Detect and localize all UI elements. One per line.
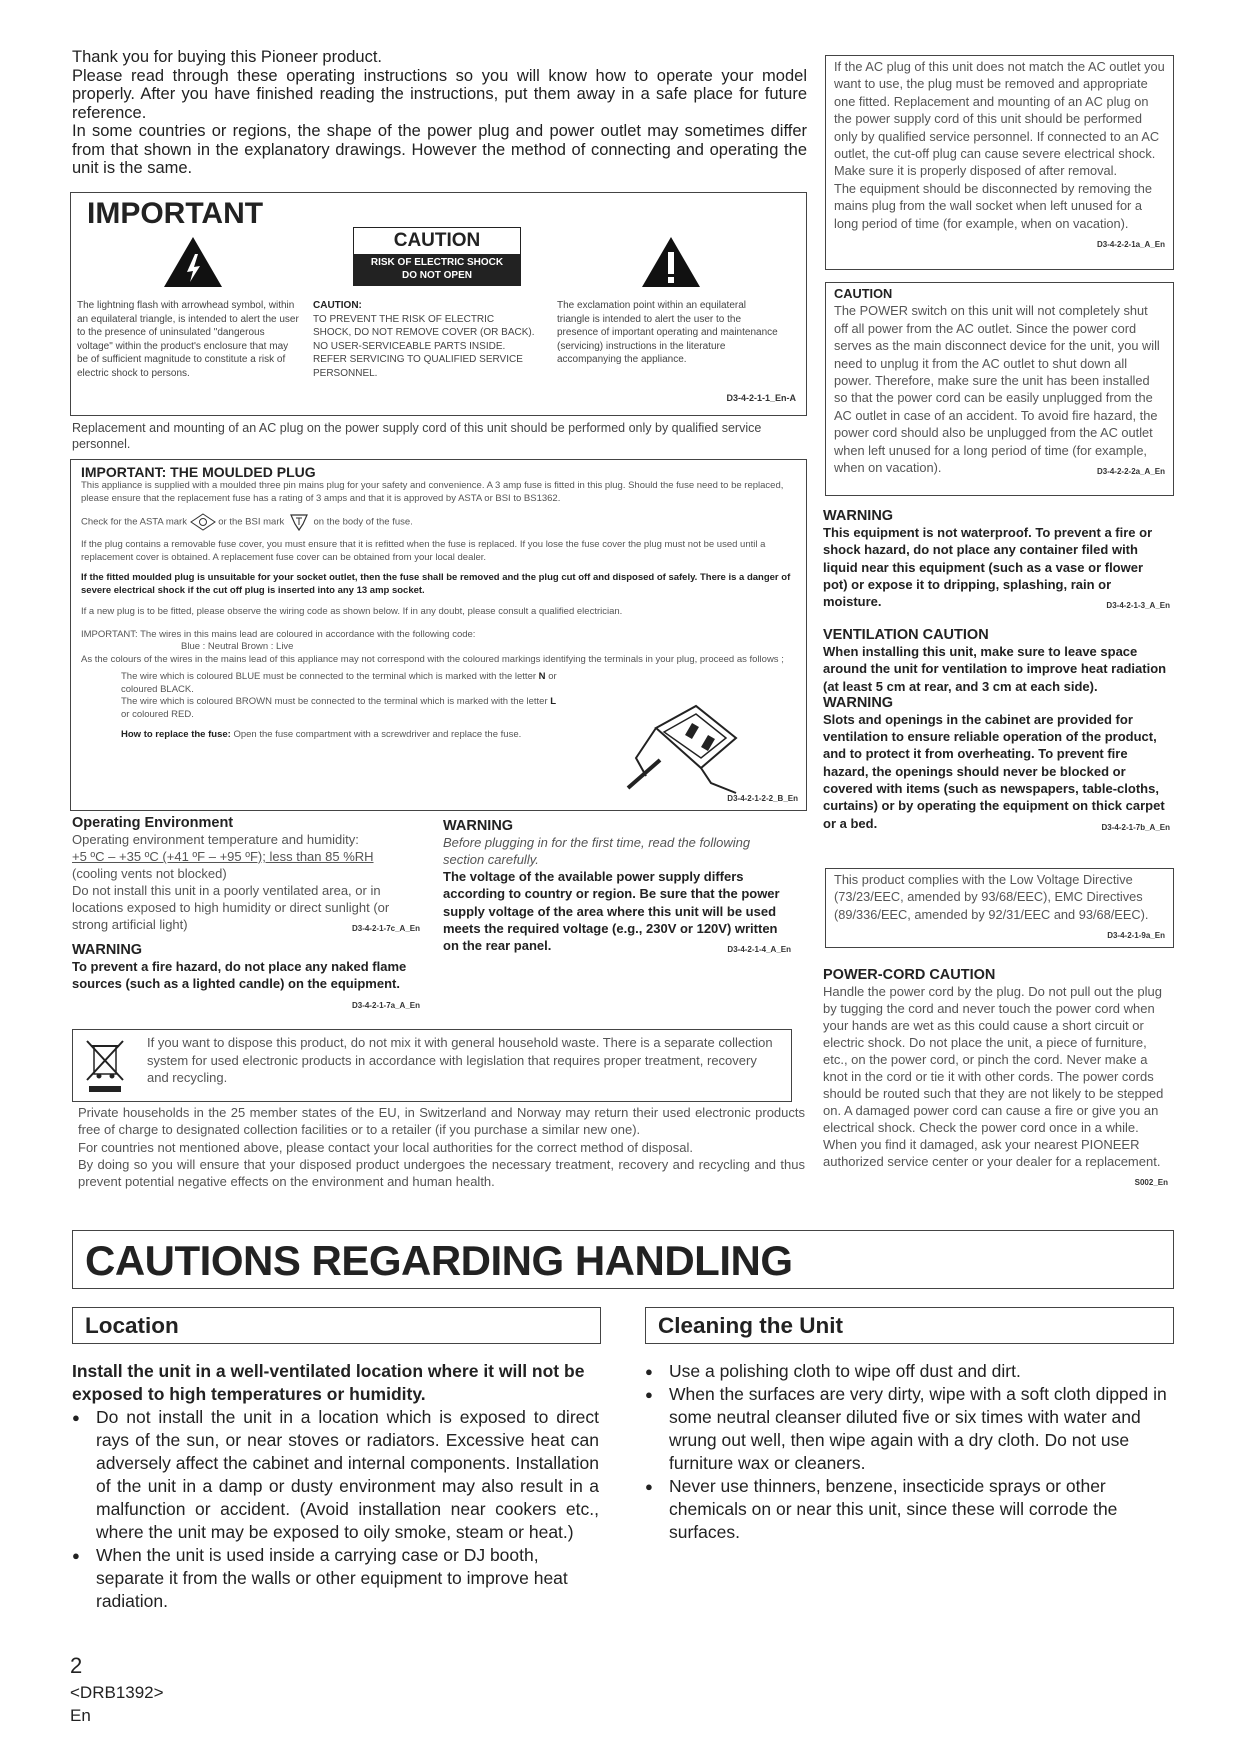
location-lead: Install the unit in a well-ventilated location where it will not be exposed to high temperatures or humidity.	[72, 1361, 585, 1404]
plug-p2c: on the body of the fuse.	[313, 516, 413, 528]
caution-label-sub	[354, 254, 520, 285]
warning-slots-text: Slots and openings in the cabinet are provided for ventilation to ensure reliable operation of the product, and to protect it from overheating. To prevent fire hazard, the openings should never be blocked or covered with items (such as newspapers, table-cloths, curtains) or by operating the equipment on thick carpet or a bed.	[823, 711, 1165, 831]
handling-title: CAUTIONS REGARDING HANDLING	[85, 1237, 793, 1284]
plug-p2a: Check for the ASTA mark	[81, 516, 187, 528]
private-p3: By doing so you will ensure that your disposed product undergoes the necessary treatment, recovery and recycling and thus prevent potential negative effects on the environment and human health.	[78, 1156, 805, 1190]
ventilation-text: When installing this unit, make sure to leave space around the unit for ventilation to improve heat radiation (at least 5 cm at rear, and 3 cm at each side).	[823, 644, 1167, 694]
warning-water-title: WARNING	[823, 508, 894, 524]
uk-plug-illustration-icon	[626, 698, 746, 798]
plug-wire-colours: Blue : Neutral Brown : Live	[181, 641, 294, 652]
cleaning-title: Cleaning the Unit	[658, 1313, 843, 1338]
op-env-l1: Operating environment temperature and humidity:	[72, 832, 359, 847]
location-title: Location	[85, 1313, 179, 1338]
bsi-kitemark-icon	[287, 512, 311, 532]
private-p2: For countries not mentioned above, please contact your local authorities for the correct method of disposal.	[78, 1139, 693, 1155]
lvd-code: D3-4-2-1-9a_En	[1107, 931, 1165, 941]
cleaning-title-box	[645, 1307, 1174, 1344]
caution-power-box	[825, 282, 1174, 496]
crossed-bin-icon	[85, 1038, 125, 1094]
plug-w2b: or coloured RED.	[121, 708, 194, 720]
operating-environment	[72, 815, 420, 937]
warning-flame-code: D3-4-2-1-7a_A_En	[351, 1000, 420, 1010]
ventilation-caution	[823, 627, 1170, 836]
power-cord-code: S002_En	[1134, 1178, 1168, 1187]
acplug-box	[825, 55, 1174, 270]
intro-line-1: Thank you for buying this Pioneer product.	[72, 48, 383, 66]
ventilation-title: VENTILATION CAUTION	[823, 627, 989, 643]
important-title: IMPORTANT	[87, 197, 264, 230]
replacement-note: Replacement and mounting of an AC plug on the power supply cord of this unit should be performed only by qualified service personnel.	[72, 421, 762, 451]
cleaning-bullet-3: ● Never use thinners, benzene, insecticide sprays or other chemicals on or near this unit, since these will corrode the surfaces.	[645, 1475, 1172, 1544]
acplug-text-2	[834, 180, 1165, 250]
plug-code: D3-4-2-1-2-2_B_En	[727, 794, 798, 803]
weee-text: If you want to dispose this product, do not mix it with general household waste. There is a separate collection system for used electronic products in accordance with legislation that requires proper treatment, recovery and recycling.	[147, 1035, 773, 1085]
important-box	[70, 192, 807, 416]
handling-title-box	[72, 1230, 1174, 1289]
caution-power-body	[834, 302, 1165, 476]
warning-slots-title: WARNING	[823, 694, 894, 711]
plug-w1a: The wire which is coloured BLUE must be connected to the terminal which is marked with the letter	[121, 671, 537, 682]
caution-explanation	[313, 299, 535, 380]
intro-text	[72, 48, 807, 178]
warning-water-text: This equipment is not waterproof. To prevent a fire or shock hazard, do not place any container filed with liquid near this equipment (such as a vase or flower pot) or expose it to dripping, splashing, rain or moisture.	[823, 525, 1153, 610]
caution-label-title: CAUTION	[393, 230, 481, 251]
intro-line-3: In some countries or regions, the shape of the power plug and power outlet may sometimes differ from that shown in the explanatory drawings. However the method of connecting and operating the unit is the same.	[72, 122, 807, 177]
plug-letter-l: L	[550, 696, 557, 707]
language-code: En	[70, 1706, 91, 1725]
power-cord-title: POWER-CORD CAUTION	[823, 967, 996, 983]
asta-mark-icon	[190, 513, 216, 531]
exclamation-explanation: The exclamation point within an equilateral triangle is intended to alert the user to the presence of important operating and maintenance (servicing) instructions in the literature accompanying the appliance.	[557, 300, 778, 365]
cleaning-bullet-1: ● Use a polishing cloth to wipe off dust and dirt.	[645, 1360, 1172, 1383]
plug-p2b: or the BSI mark	[218, 516, 285, 528]
plug-fuse-head: How to replace the fuse:	[121, 729, 231, 740]
plug-p4: If the fitted moulded plug is unsuitable for your socket outlet, then the fuse shall be removed and the plug cut off and disposed of safely. There is a danger of severe electrical shock if the cut off plug is inserted into any 13 amp socket.	[81, 572, 791, 596]
weee-box	[72, 1029, 792, 1102]
warning-flame-text: To prevent a fire hazard, do not place any naked flame sources (such as a lighted candle) on the equipment.	[72, 959, 407, 992]
lvd-text: This product complies with the Low Voltage Directive (73/23/EEC, amended by 93/68/EEC), EMC Directives (89/336/EEC, amended by 92/31/EEC and 93/68/EEC).	[834, 872, 1149, 922]
lvd-box	[825, 868, 1174, 948]
cleaning-section	[645, 1360, 1172, 1544]
plug-p2	[81, 512, 796, 532]
warning-power-title: WARNING	[443, 818, 514, 834]
power-cord-text: Handle the power cord by the plug. Do not pull out the plug by tugging the cord and never touch the power cord when your hands are wet as this could cause a short circuit or electric shock. Do not place the unit, a piece of furniture, etc., on the power cord, or pinch the cord. Never make a knot in the cord or tie it with other cords. The power cords should be routed such that they are not likely to be stepped on. A damaged power cord can cause a fire or give you an electrical shock. Check the power cord once in a while. When you find it damaged, ask your nearest PIONEER authorized service center or your dealer for a replacement.	[823, 984, 1164, 1169]
plug-w1b: or coloured BLACK.	[121, 671, 557, 695]
page-number: 2	[70, 1653, 83, 1678]
location-section	[72, 1360, 599, 1613]
op-env-l4-text: Do not install this unit in a poorly ventilated area, or in locations exposed to high humidity or direct sunlight (or strong artificial light)	[72, 883, 390, 932]
plug-wire-blue	[81, 671, 561, 696]
plug-p7: As the colours of the wires in the mains lead of this appliance may not correspond with the coloured markings identifying the terminals in your plug, proceed as follows ;	[81, 653, 784, 665]
op-env-l3: (cooling vents not blocked)	[72, 866, 227, 881]
warning-power-body	[443, 868, 791, 954]
warning-power-text: The voltage of the available power supply differs according to country or region. Be sure that the power supply voltage of the area where this unit will be used meets the required voltage (e.g., 230V or 120V) written on the rear panel.	[443, 869, 780, 954]
location-title-box	[72, 1307, 601, 1344]
warning-water	[823, 508, 1170, 614]
plug-wire-brown	[81, 696, 561, 721]
power-cord-caution	[823, 967, 1168, 1191]
plug-p6: IMPORTANT: The wires in this mains lead are coloured in accordance with the following code:	[81, 628, 476, 640]
plug-p1: This appliance is supplied with a moulded three pin mains plug for your safety and convenience. A 3 amp fuse is fitted in this plug. Should the fuse need to be replaced, please ensure that the replacement fuse has a rating of 3 amps and that it is approved by ASTA or BSI to BS1362.	[81, 480, 784, 504]
plug-fuse-text: Open the fuse compartment with a screwdriver and replace the fuse.	[233, 729, 522, 740]
op-env-l2: +5 ºC – +35 ºC (+41 ºF – +95 ºF); less than 85 %RH	[72, 849, 374, 864]
document-code: <DRB1392>	[70, 1683, 164, 1702]
warning-power-italic: Before plugging in for the first time, read the following section carefully.	[443, 835, 751, 867]
acplug-text-2-body: The equipment should be disconnected by removing the mains plug from the wall socket when left unused for a long period of time (for example, when on vacation).	[834, 180, 1152, 231]
caution-sub-2: DO NOT OPEN	[401, 270, 472, 281]
lvd-body	[826, 869, 1173, 941]
warning-water-code: D3-4-2-1-3_A_En	[1106, 601, 1170, 611]
plug-p5: If a new plug is to be fitted, please observe the wiring code as shown below. If in any doubt, please consult a qualified electrician.	[81, 606, 623, 617]
private-households	[78, 1104, 805, 1190]
warning-power	[443, 818, 791, 958]
acplug-code: D3-4-2-2-1a_A_En	[1096, 240, 1165, 250]
acplug-text: If the AC plug of this unit does not match the AC outlet you want to use, the plug must be removed and appropriate one fitted. Replacement and mounting of an AC plug on the power supply cord of this unit should be performed only by qualified service personnel. If connected to an AC outlet, the cut-off plug can cause severe electrical shock. Make sure it is properly disposed of after removal.	[834, 59, 1165, 179]
warning-water-body	[823, 524, 1170, 610]
caution-label	[353, 227, 521, 286]
warning-slots-code: D3-4-2-1-7b_A_En	[1101, 822, 1170, 832]
location-bullet-2: ● When the unit is used inside a carrying case or DJ booth, separate it from the walls or other equipment to improve heat radiation.	[72, 1544, 599, 1613]
plug-p3: If the plug contains a removable fuse cover, you must ensure that it is refitted when the fuse is replaced. If you lose the fuse cover the plug must not be used until a replacement cover is obtained. A replacement fuse cover can be obtained from your local dealer.	[81, 539, 766, 563]
plug-letter-n: N	[538, 671, 546, 682]
power-cord-body	[823, 983, 1168, 1187]
private-p1: Private households in the 25 member states of the EU, in Switzerland and Norway may return their used electronic products free of charge to designated collection facilities or to a retailer (if you purchase a similar new one).	[78, 1105, 805, 1138]
warning-flame	[72, 942, 420, 1014]
plug-title: IMPORTANT: THE MOULDED PLUG	[81, 464, 316, 480]
lightning-warning-icon	[163, 236, 223, 288]
caution-power-code: D3-4-2-2-2a_A_En	[1096, 467, 1165, 477]
lightning-explanation: The lightning flash with arrowhead symbol, within an equilateral triangle, is intended to alert the user to the presence of uninsulated "dangerous voltage" within the product's enclosure that may be of sufficient magnitude to constitute a risk of electric shock to persons.	[77, 300, 299, 379]
caution-explanation-text: TO PREVENT THE RISK OF ELECTRIC SHOCK, DO NOT REMOVE COVER (OR BACK). NO USER-SERVICEABLE PARTS INSIDE. REFER SERVICING TO QUALIFIED SERVICE PERSONNEL.	[313, 313, 535, 379]
plug-w2a: The wire which is coloured BROWN must be connected to the terminal which is marked with the letter	[121, 696, 548, 707]
caution-explanation-head: CAUTION:	[313, 300, 362, 311]
caution-power-title: CAUTION	[834, 286, 893, 301]
caution-sub-1: RISK OF ELECTRIC SHOCK	[370, 257, 504, 268]
warning-flame-body	[72, 958, 420, 1010]
exclamation-warning-icon	[641, 236, 701, 288]
important-code: D3-4-2-1-1_En-A	[726, 393, 796, 403]
op-env-title: Operating Environment	[72, 815, 234, 831]
op-env-code: D3-4-2-1-7c_A_En	[351, 924, 420, 933]
intro-line-2: Please read through these operating instructions so you will know how to operate your model properly. After you have finished reading the instructions, put them away in a safe place for future reference.	[72, 66, 807, 122]
location-bullet-1: ● Do not install the unit in a location which is exposed to direct rays of the sun, or near stoves or radiators. Excessive heat can adversely affect the cabinet and internal components. Installation of the unit in a damp or dusty environment may also result in a malfunction or accident. (Avoid installation near cookers etc., where the unit may be exposed to oily smoke, steam or heat.)	[72, 1406, 599, 1544]
warning-slots-body	[823, 711, 1170, 832]
warning-power-code: D3-4-2-1-4_A_En	[727, 945, 791, 955]
moulded-plug-box	[70, 459, 807, 811]
op-env-l4	[72, 882, 420, 933]
caution-power-text: The POWER switch on this unit will not completely shut off all power from the AC outlet. Since the power cord serves as the main disconnect device for the unit, you will need to unplug it from the AC outlet to shut down all power. Therefore, make sure the unit has been installed so that the power cord can be easily unplugged from the AC outlet in case of an accident. To avoid fire hazard, the power cord should also be unplugged from the AC outlet when left unused for a long period of time (for example, when on vacation).	[834, 303, 1160, 476]
cleaning-bullet-2: ● When the surfaces are very dirty, wipe with a soft cloth dipped in some neutral cleanser diluted five or six times with water and wrung out well, then wipe again with a dry cloth. Do not use furniture wax or cleaners.	[645, 1383, 1172, 1475]
warning-flame-title: WARNING	[72, 942, 143, 958]
